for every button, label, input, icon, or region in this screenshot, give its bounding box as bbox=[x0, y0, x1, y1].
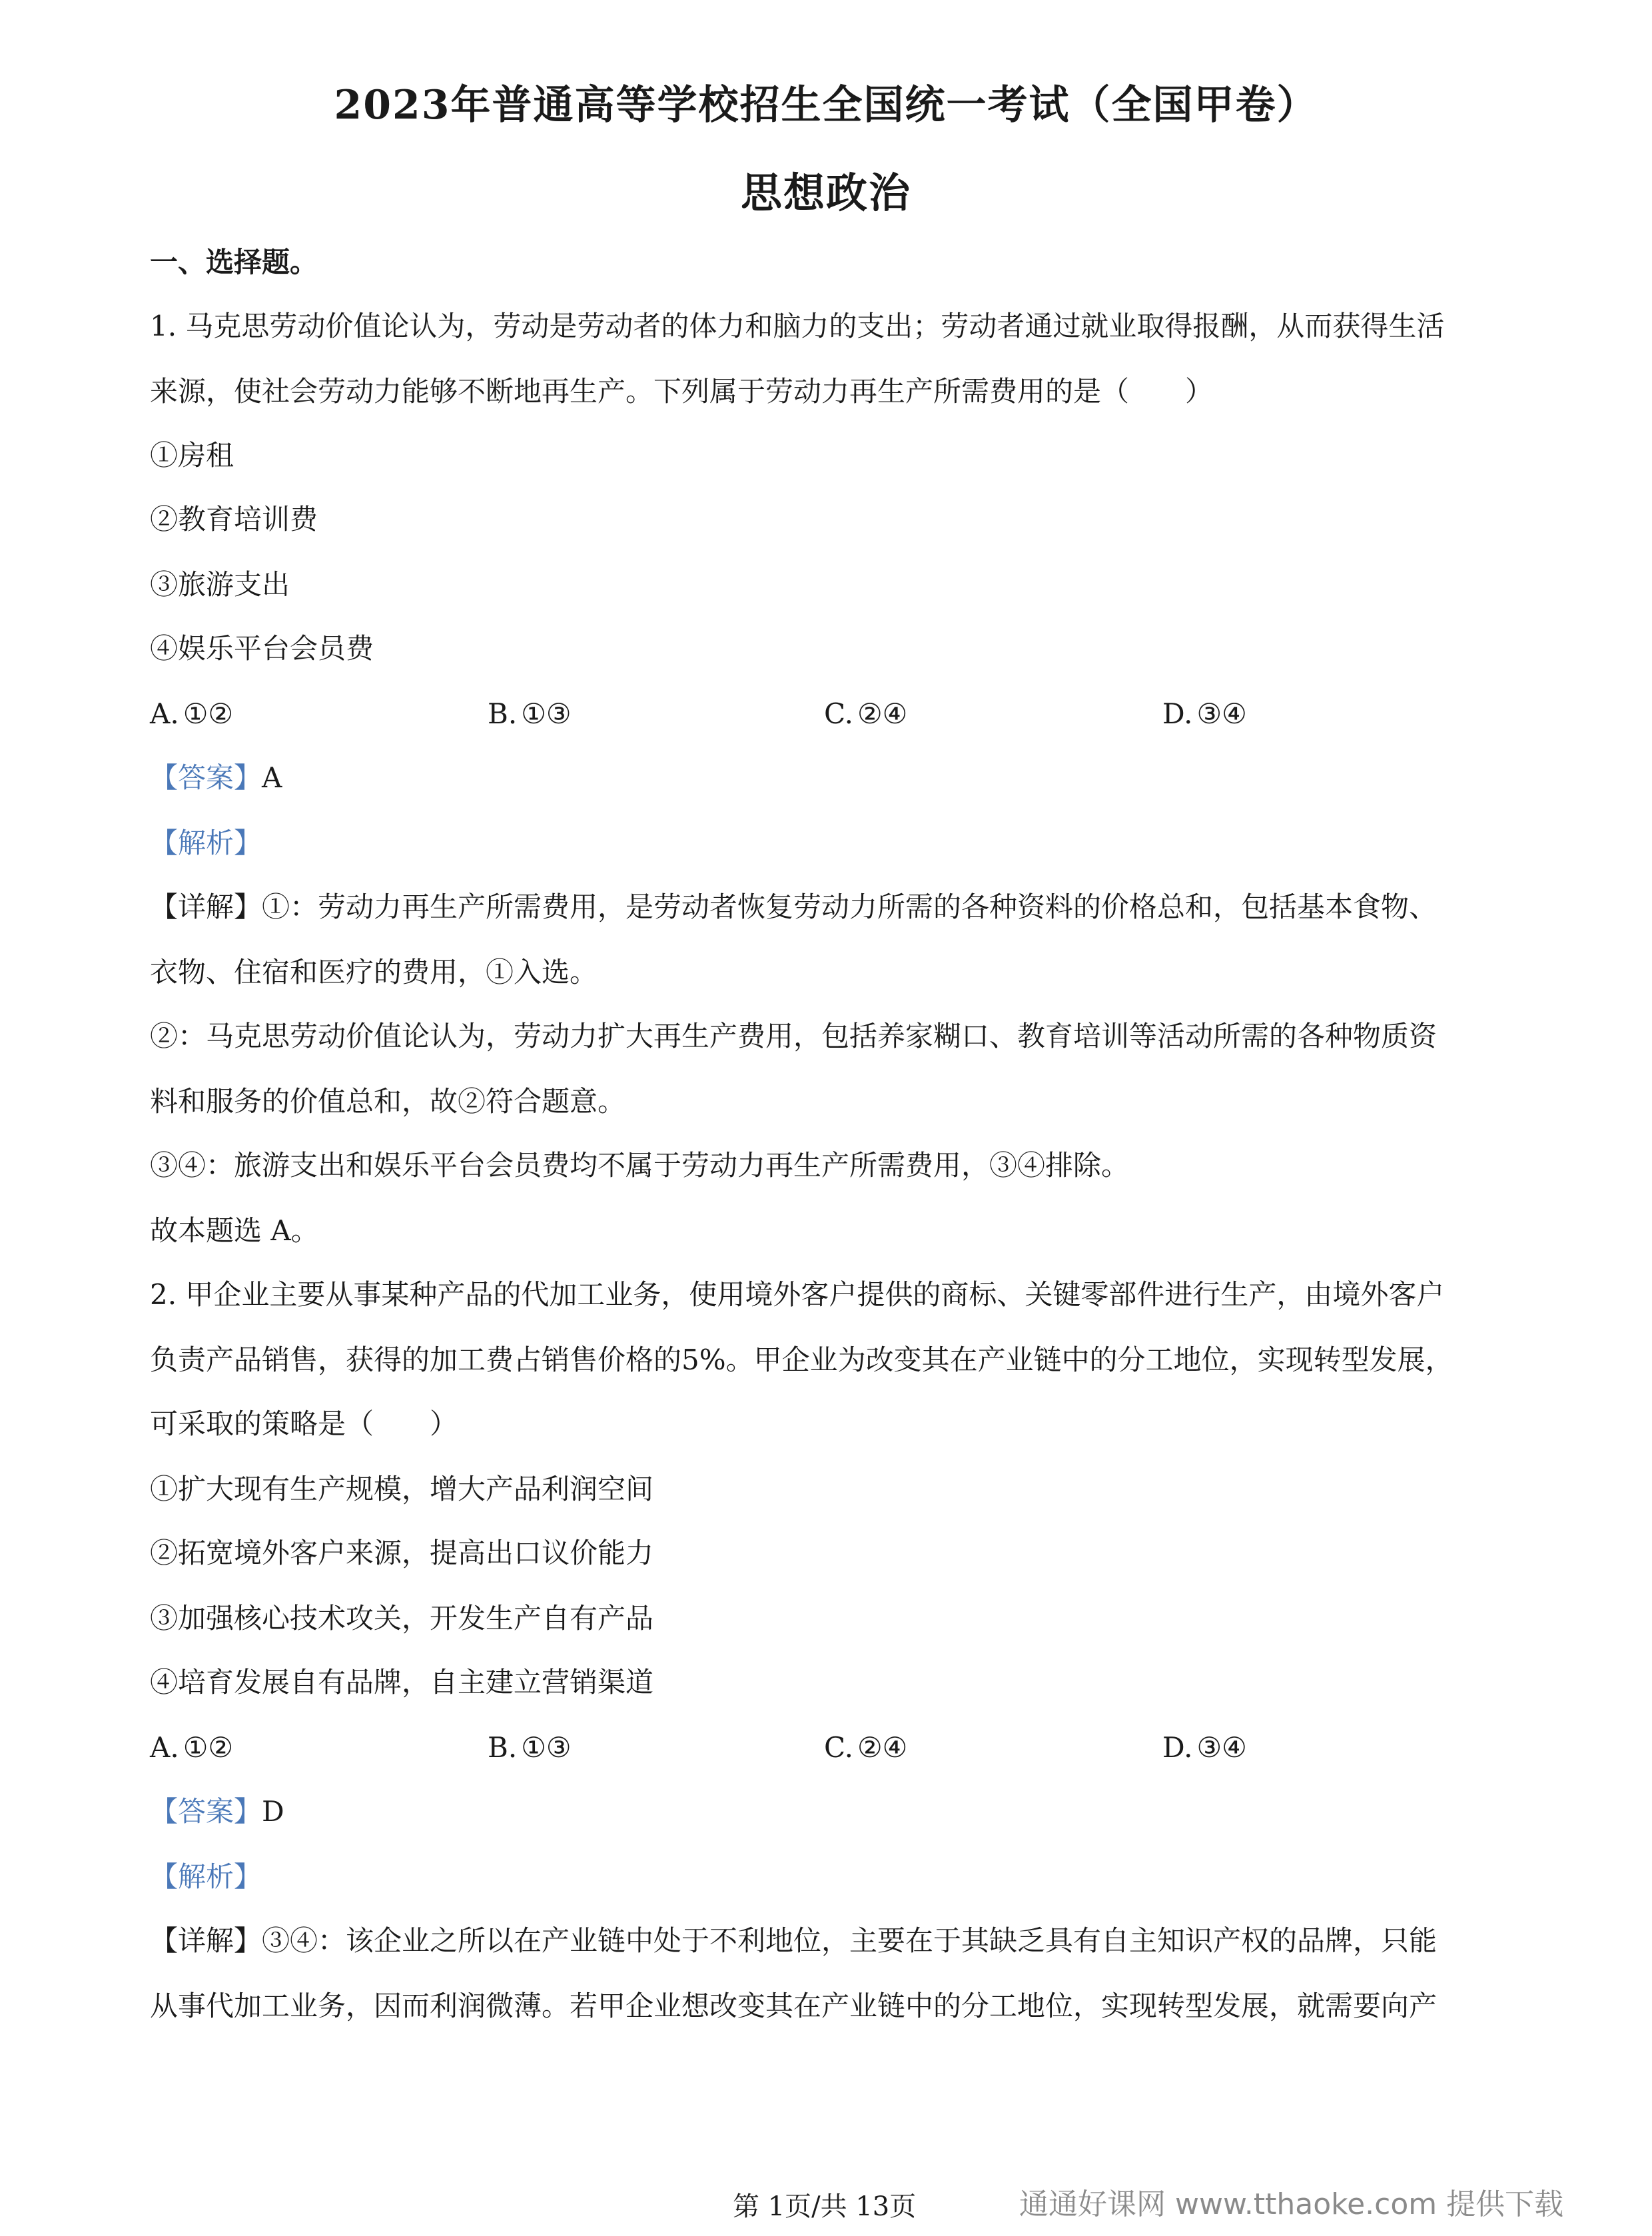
q1-detail-line-4: 料和服务的价值总和，故②符合题意。 bbox=[150, 1085, 626, 1118]
q2-stem-line-2: 负责产品销售，获得的加工费占销售价格的5%。甲企业为改变其在产业链中的分工地位，实现转型发展， bbox=[150, 1343, 1453, 1376]
q1-stem-line-2: 来源，使社会劳动力能够不断地再生产。下列属于劳动力再生产所需费用的是（ ） bbox=[150, 375, 1214, 408]
watermark-text: 通通好课网 www.tthaoke.com 提供下载 bbox=[1019, 2187, 1564, 2221]
choice-value: ①③ bbox=[521, 697, 572, 730]
choice-label: B. bbox=[488, 1731, 518, 1764]
q1-detail-line-1 bbox=[150, 889, 1509, 926]
choice-label: C. bbox=[824, 697, 853, 730]
q2-option-1: ①扩大现有生产规模，增大产品利润空间 bbox=[150, 1473, 654, 1505]
q1-detail-line-2: 衣物、住宿和医疗的费用，①入选。 bbox=[150, 956, 598, 988]
q2-choice-b bbox=[488, 1729, 572, 1766]
detail-tag: 【详解】 bbox=[150, 891, 262, 923]
q1-option-2: ②教育培训费 bbox=[150, 503, 318, 536]
q1-detail-line-5: ③④：旅游支出和娱乐平台会员费均不属于劳动力再生产所需费用，③④排除。 bbox=[150, 1149, 1130, 1182]
q2-stem-line-3: 可采取的策略是（ ） bbox=[150, 1407, 458, 1440]
choice-label: D. bbox=[1162, 1731, 1193, 1764]
q1-answer bbox=[150, 759, 1509, 797]
q1-option-1: ①房租 bbox=[150, 439, 234, 472]
q2-option-4: ④培育发展自有品牌，自主建立营销渠道 bbox=[150, 1666, 654, 1698]
q1-analysis bbox=[150, 825, 1509, 862]
q1-choice-a bbox=[150, 695, 233, 733]
q1-option-3: ③旅游支出 bbox=[150, 568, 290, 601]
detail-text: ①：劳动力再生产所需费用，是劳动者恢复劳动力所需的各种资料的价格总和，包括基本食物、 bbox=[262, 891, 1438, 923]
analysis-tag: 【解析】 bbox=[150, 1860, 262, 1893]
choice-value: ③④ bbox=[1196, 1731, 1247, 1764]
choice-label: A. bbox=[150, 697, 179, 730]
choice-value: ①② bbox=[183, 697, 233, 730]
q2-answer bbox=[150, 1793, 1509, 1830]
exam-title: 2023年普通高等学校招生全国统一考试（全国甲卷） bbox=[334, 82, 1318, 129]
choice-label: C. bbox=[824, 1731, 853, 1764]
page-number: 第 1页/共 13页 bbox=[733, 2191, 917, 2222]
q2-choice-a bbox=[150, 1729, 233, 1766]
choice-label: B. bbox=[488, 697, 518, 730]
choice-label: D. bbox=[1162, 697, 1193, 730]
answer-tag: 【答案】 bbox=[150, 761, 262, 794]
q2-analysis bbox=[150, 1858, 1509, 1896]
q2-detail-line-1 bbox=[150, 1922, 1509, 1960]
q1-detail-line-6: 故本题选 A。 bbox=[150, 1214, 319, 1247]
q2-option-2: ②拓宽境外客户来源，提高出口议价能力 bbox=[150, 1537, 654, 1569]
q2-option-3: ③加强核心技术攻关，开发生产自有产品 bbox=[150, 1602, 654, 1635]
q1-choice-b bbox=[488, 695, 572, 733]
choice-value: ②④ bbox=[857, 697, 908, 730]
q2-choice-d bbox=[1162, 1729, 1247, 1766]
q2-stem-line-1: 2. 甲企业主要从事某种产品的代加工业务，使用境外客户提供的商标、关键零部件进行生产，由境外客户 bbox=[150, 1278, 1445, 1311]
q1-choice-c bbox=[824, 695, 907, 733]
choice-value: ②④ bbox=[857, 1731, 908, 1764]
q1-detail-line-3: ②：马克思劳动价值论认为，劳动力扩大再生产费用，包括养家糊口、教育培训等活动所需的各种物质资 bbox=[150, 1020, 1438, 1052]
subject-title: 思想政治 bbox=[740, 169, 911, 217]
answer-tag: 【答案】 bbox=[150, 1795, 262, 1828]
q2-detail-line-2: 从事代加工业务，因而利润微薄。若甲企业想改变其在产业链中的分工地位，实现转型发展，就需要向产 bbox=[150, 1990, 1438, 2022]
analysis-tag: 【解析】 bbox=[150, 827, 262, 859]
choice-value: ①② bbox=[183, 1731, 233, 1764]
detail-tag: 【详解】 bbox=[150, 1924, 262, 1957]
q1-stem-line-1: 1. 马克思劳动价值论认为，劳动是劳动者的体力和脑力的支出；劳动者通过就业取得报酬，从而获得生活 bbox=[150, 310, 1445, 342]
answer-value: A bbox=[262, 761, 282, 794]
detail-text: ③④：该企业之所以在产业链中处于不利地位，主要在于其缺乏具有自主知识产权的品牌，只能 bbox=[262, 1924, 1438, 1957]
choice-value: ③④ bbox=[1196, 697, 1247, 730]
section-heading: 一、选择题。 bbox=[150, 246, 318, 278]
choice-value: ①③ bbox=[521, 1731, 572, 1764]
q1-option-4: ④娱乐平台会员费 bbox=[150, 632, 374, 665]
choice-label: A. bbox=[150, 1731, 179, 1764]
q1-choice-d bbox=[1162, 695, 1247, 733]
answer-value: D bbox=[262, 1795, 284, 1828]
q2-choice-c bbox=[824, 1729, 907, 1766]
